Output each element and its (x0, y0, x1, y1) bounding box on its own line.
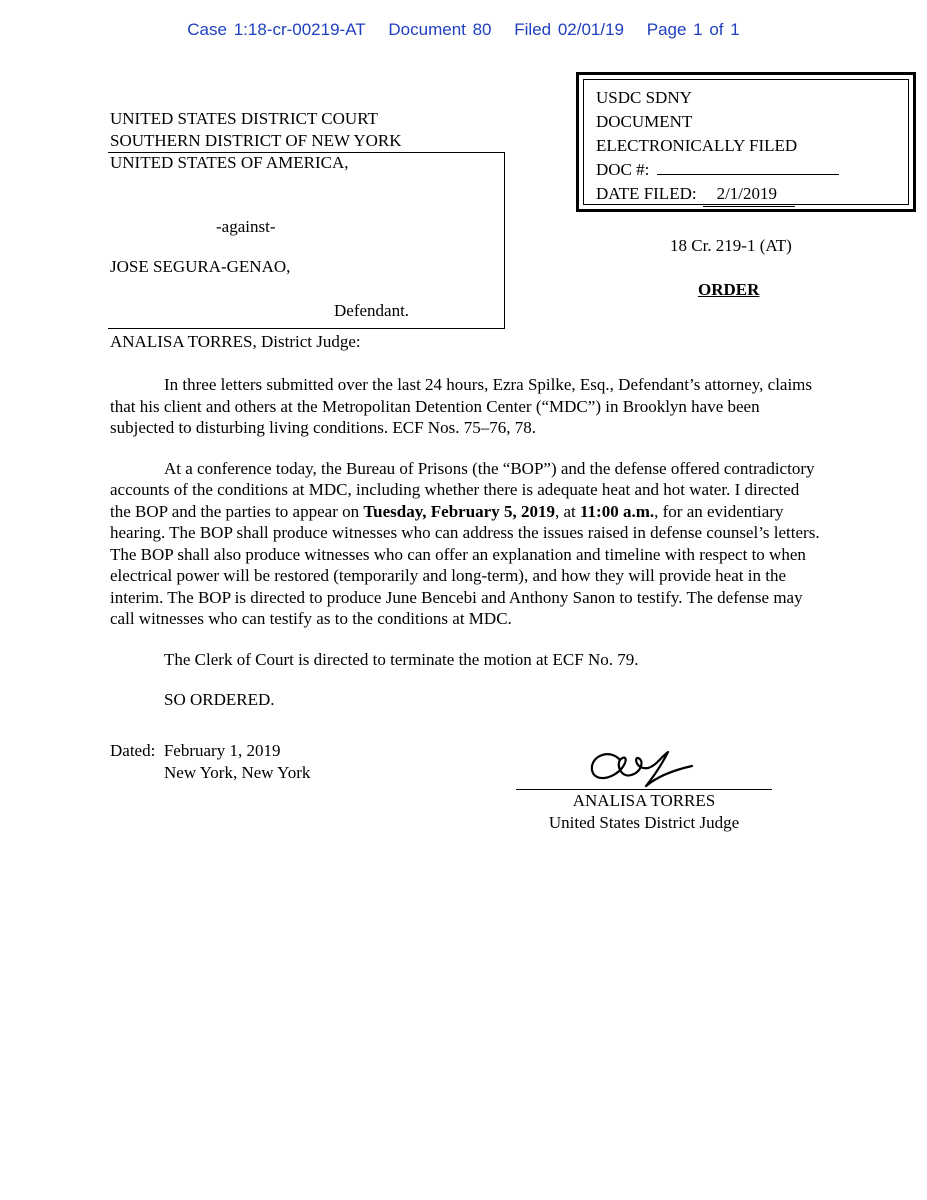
judge-line: ANALISA TORRES, District Judge: (110, 332, 361, 351)
defendant-label: Defendant. (334, 301, 410, 320)
case-caption (108, 152, 505, 329)
stamp-doc-number (596, 158, 896, 182)
stamp-document: DOCUMENT (596, 112, 693, 131)
defendant-name: JOSE SEGURA-GENAO, (110, 257, 291, 276)
dated-label: Dated: (110, 741, 156, 760)
stamp-electronic: ELECTRONICALLY FILED (596, 136, 798, 155)
hearing-date: Tuesday, February 5, 2019 (363, 501, 555, 521)
dated-block (110, 740, 310, 784)
paragraph-3: The Clerk of Court is directed to terminate the motion at ECF No. 79. (164, 649, 639, 669)
stamp-date-filed (596, 182, 896, 207)
judge-title: United States District Judge (548, 813, 740, 832)
court-name (110, 108, 402, 152)
order-body (110, 374, 820, 730)
case-number-header: Case 1:18-cr-00219-AT (187, 20, 366, 39)
stamp-doc-label: DOC #: (596, 160, 650, 179)
paragraph-1: In three letters submitted over the last 24 hours, Ezra Spilke, Esq., Defendant’s attorney, claims that his client and others at the Metropolitan Detention Center (“MDC”) in Brooklyn have been subjected to disturbing living conditions. ECF Nos. 75–76, 78. (110, 375, 813, 437)
stamp-date-label: DATE FILED: (596, 184, 697, 203)
page-count: Page 1 of 1 (646, 20, 740, 39)
doc-number-blank (657, 158, 839, 175)
so-ordered: SO ORDERED. (164, 690, 275, 709)
stamp-date-value: 2/1/2019 (703, 182, 795, 207)
stamp-court: USDC SDNY (596, 88, 692, 107)
dated-place: New York, New York (164, 763, 311, 782)
document-number: Document 80 (388, 20, 492, 39)
paragraph-2-text-c: , for an evidentiary hearing. The BOP shall produce witnesses who can address the issues raised in defense counsel’s letters. The BOP shall also produce witnesses who can offer an explanation and timeline with respect to when electrical power will be restored (temporarily and long-term), and how they will provide heat in the interim. The BOP is directed to produce June Bencebi and Anthony Sanon to testify. The defense may call witnesses who can testify as to the conditions at MDC. (110, 501, 820, 628)
signature-block (516, 790, 772, 834)
court-line-2: SOUTHERN DISTRICT OF NEW YORK (110, 131, 402, 150)
plaintiff: UNITED STATES OF AMERICA, (110, 153, 349, 172)
dated-date: February 1, 2019 (163, 741, 281, 760)
paragraph-2 (110, 458, 820, 630)
against: -against- (216, 217, 276, 236)
judge-name: ANALISA TORRES (572, 791, 716, 810)
filing-header (0, 20, 927, 40)
filed-date: Filed 02/01/19 (514, 20, 624, 39)
order-title: ORDER (698, 280, 760, 299)
court-line-1: UNITED STATES DISTRICT COURT (110, 109, 378, 128)
case-number: 18 Cr. 219-1 (AT) (670, 236, 792, 255)
signature-icon (582, 730, 722, 790)
hearing-time: 11:00 a.m. (579, 501, 655, 521)
filing-stamp (576, 72, 916, 212)
paragraph-2-text-b: , at (554, 501, 580, 521)
paragraph-2-text-a: At a conference today, the Bureau of Prisons (the “BOP”) and the defense offered contradictory accounts of the conditions at MDC, including whether there is adequate heat and hot water. I directed the BOP and the parties to appear on (110, 458, 815, 521)
